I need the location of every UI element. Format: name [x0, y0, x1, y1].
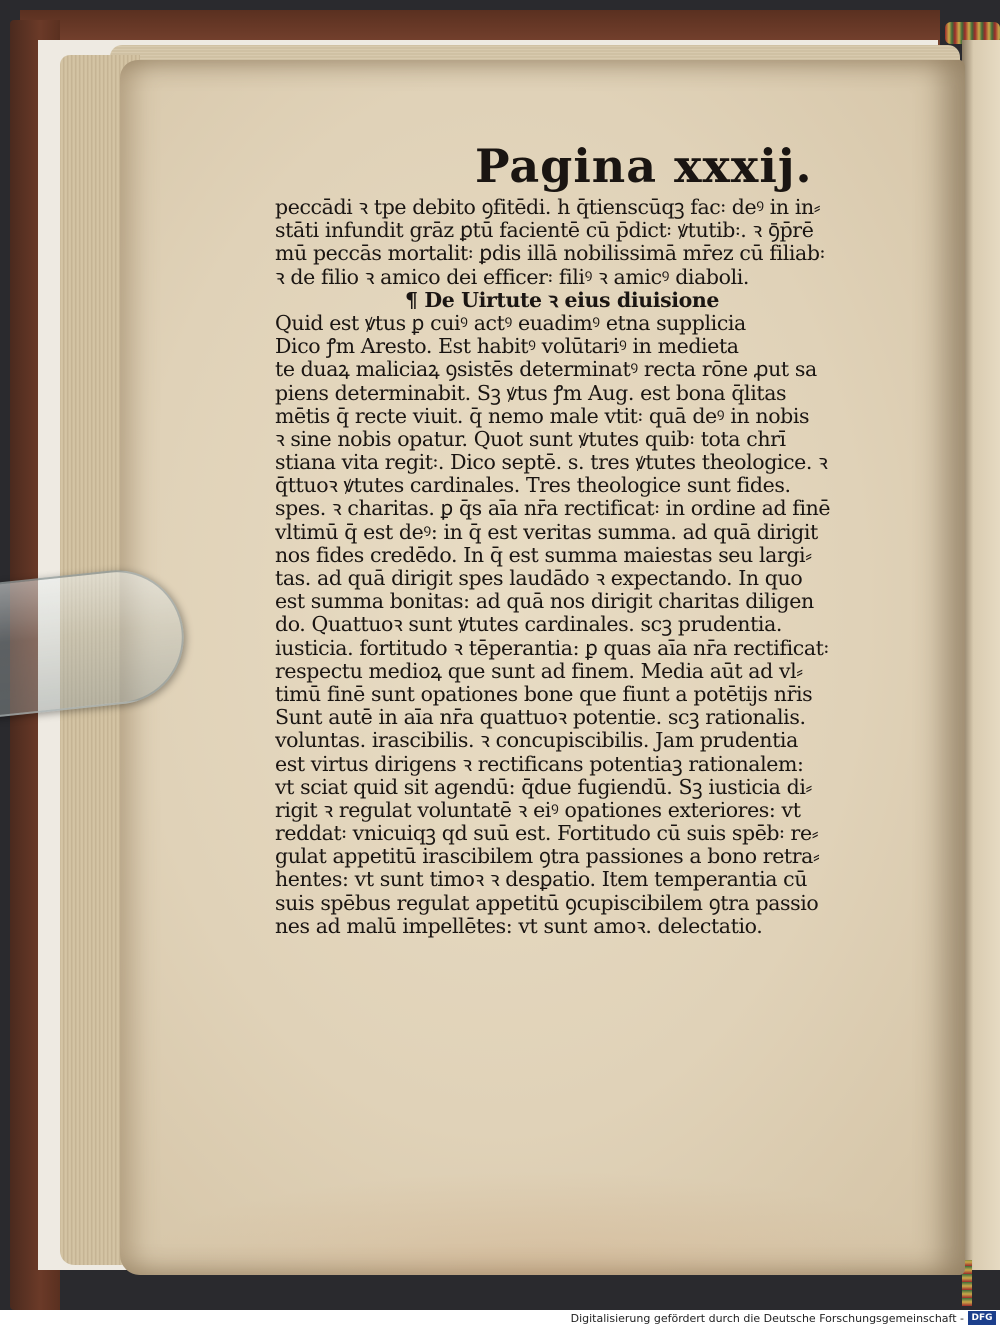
text-line: stāti infundit grāz ꝑtū facientē cū p̄dict꞉ ꝟtutib꞉. ꝛ ꝯ̄p̄rē: [275, 219, 814, 243]
text-line: est summa bonitas: ad quā nos dirigit charitas diligen: [275, 590, 814, 614]
text-line: mū peccās mortalit꞉ ꝑdis illā nobilissimā mr̄ez cū filiab꞉: [275, 242, 825, 266]
text-line: ꝛ sine nobis opatur. Quot sunt ꝟtutes quib꞉ tota chrī: [275, 427, 786, 451]
text-line: ꝛ de filio ꝛ amico dei efficer꞉ filiꝰ ꝛ amicꝰ diaboli.: [275, 265, 750, 289]
funding-credit: Digitalisierung gefördert durch die Deutsche Forschungsgemeinschaft -: [570, 1312, 964, 1325]
text-line: nes ad malū impellētes: vt sunt amoꝛ. delectatio.: [275, 914, 763, 938]
text-line: piens determinabit. Sꝫ ꝟtus ꝭm Aug. est bona q̄litas: [275, 381, 787, 405]
facing-page-edge: [962, 40, 1000, 1270]
page-title: Pagina xxxij.: [475, 139, 813, 193]
text-line: Dico ꝭm Aresto. Est habitꝰ volūtariꝰ in medieta: [275, 335, 739, 359]
text-line: rigit ꝛ regulat voluntatē ꝛ eiꝰ opationes exteriores: vt: [275, 798, 801, 822]
text-line: spes. ꝛ charitas. ꝑ q̄s aīa nr̄a rectificat꞉ in ordine ad finē: [275, 497, 831, 521]
text-line: voluntas. irascibilis. ꝛ concupiscibilis. Jam prudentia: [275, 729, 798, 753]
text-line: do. Quattuoꝛ sunt ꝟtutes cardinales. scꝫ prudentia.: [275, 613, 783, 637]
text-line: timū finē sunt opationes bone que fiunt a potētijs nr̄is: [275, 682, 813, 706]
text-line: tas. ad quā dirigit spes laudādo ꝛ expectando. In quo: [275, 567, 803, 590]
dfg-logo: DFG: [968, 1311, 996, 1325]
text-line: est virtus dirigens ꝛ rectificans potentiaꝫ rationalem:: [275, 752, 804, 776]
page-stain: [120, 1170, 965, 1275]
text-line: nos fides credēdo. In q̄ est summa maiestas seu largi⸗: [275, 543, 812, 567]
text-line: iusticia. fortitudo ꝛ tēperantia: ꝑ quas aīa nr̄a rectificat꞉: [275, 636, 829, 660]
text-line: hentes: vt sunt timoꝛ ꝛ desꝑatio. Item temperantia cū: [275, 868, 808, 892]
text-line: reddat꞉ vnicuiqꝫ qd̄ suū est. Fortitudo cū suis spēb꞉ re⸗: [275, 822, 819, 846]
text-line: vltimū q̄ est deꝰ: in q̄ est veritas summa. ad quā dirigit: [275, 520, 818, 544]
text-line: q̄ttuoꝛ ꝟtutes cardinales. Tres theologice sunt fides.: [275, 474, 791, 498]
text-line: Quid est ꝟtus ꝑ cuiꝰ actꝰ euadimꝰ et̄na supplicia: [275, 311, 746, 335]
section-heading: ¶ De Uirtute ꝛ eius diuisione: [405, 288, 720, 312]
text-line: Sunt autē in aīa nr̄a quattuoꝛ potentie. scꝫ rationalis.: [275, 706, 806, 730]
text-line: stiana vita regit꞉. Dico septē. s. tres ꝟtutes theologice. ꝛ: [275, 451, 828, 475]
text-line: peccādi ꝛ tpe debito ꝯfitēdi. h̄ q̄tienscūqꝫ fac꞉ deꝰ in in⸗: [275, 196, 821, 219]
text-line: suis spēbus regulat appetitū ꝯcupiscibilem ꝯtra passio: [275, 891, 819, 915]
text-line: vt sciat quid sit agendū: q̄due fugiendū. Sꝫ iusticia di⸗: [275, 775, 812, 799]
text-line: mētis q̄ recte viuit. q̄ nemo male vtit꞉ quā deꝰ in nobis: [275, 404, 810, 428]
text-line: te duaꝝ maliciaꝝ ꝯsistēs determinatꝰ recta rōne ꝓut sa: [275, 358, 817, 382]
text-line: gulat appetitū irascibilem ꝯtra passiones a bono retra⸗: [275, 845, 820, 869]
text-line: respectu medioꝝ que sunt ad finem. Media aūt ad vl⸗: [275, 659, 803, 683]
page-text-block: [275, 136, 915, 938]
